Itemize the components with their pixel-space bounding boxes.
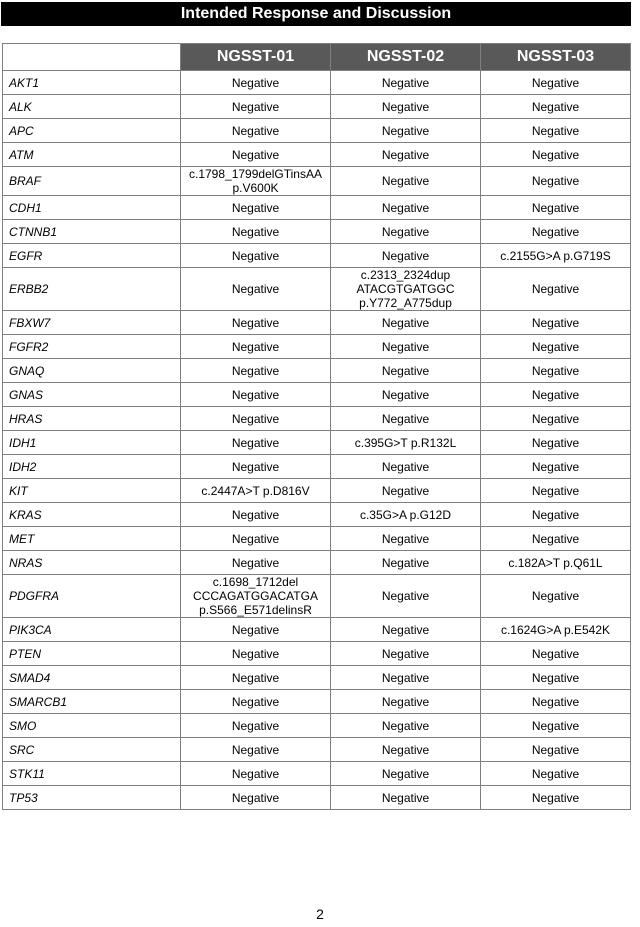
table-row	[3, 527, 631, 551]
result-cell	[181, 71, 331, 95]
result-cell	[481, 503, 631, 527]
column-header: NGSST-03	[481, 44, 631, 71]
result-text: c.395G>T p.R132L	[354, 435, 457, 450]
result-cell	[181, 196, 331, 220]
result-cell	[181, 95, 331, 119]
result-text: Negative	[531, 589, 580, 603]
result-text: Negative	[381, 248, 430, 263]
gene-name-cell: GNAQ	[3, 359, 181, 383]
result-text: p.V600K	[232, 181, 279, 195]
result-text: Negative	[231, 435, 280, 450]
result-text: Negative	[231, 315, 280, 330]
gene-name-cell: NRAS	[3, 551, 181, 575]
gene-name-cell: STK11	[3, 762, 181, 786]
result-cell	[331, 268, 481, 311]
result-text: Negative	[231, 718, 280, 733]
result-cell	[181, 738, 331, 762]
result-text: Negative	[381, 387, 430, 402]
table-row	[3, 95, 631, 119]
result-cell	[331, 666, 481, 690]
gene-name-cell: MET	[3, 527, 181, 551]
result-cell	[181, 503, 331, 527]
result-cell	[331, 383, 481, 407]
result-text: Negative	[531, 411, 580, 426]
result-cell	[331, 642, 481, 666]
table-row	[3, 335, 631, 359]
result-text: p.Y772_A775dup	[359, 296, 452, 310]
result-cell	[331, 551, 481, 575]
result-text: Negative	[381, 483, 430, 498]
result-text: Negative	[231, 694, 280, 709]
result-cell	[331, 196, 481, 220]
table-row	[3, 244, 631, 268]
result-text: Negative	[381, 622, 430, 637]
result-text: Negative	[381, 224, 430, 239]
result-text: Negative	[231, 224, 280, 239]
results-table	[2, 43, 631, 810]
table-row	[3, 479, 631, 503]
result-text: Negative	[381, 766, 430, 781]
result-cell	[481, 95, 631, 119]
result-text: Negative	[231, 646, 280, 661]
result-cell	[331, 71, 481, 95]
result-text: Negative	[531, 790, 580, 805]
result-text: c.2155G>A p.G719S	[500, 248, 611, 263]
result-cell	[331, 95, 481, 119]
result-text: Negative	[381, 200, 430, 215]
result-text: Negative	[231, 147, 280, 162]
result-cell	[181, 642, 331, 666]
result-text: Negative	[531, 718, 580, 733]
result-cell	[331, 503, 481, 527]
result-text: Negative	[231, 123, 280, 138]
gene-name-cell: FGFR2	[3, 335, 181, 359]
result-cell	[331, 119, 481, 143]
result-cell	[331, 738, 481, 762]
result-cell	[481, 268, 631, 311]
gene-name-cell: PIK3CA	[3, 618, 181, 642]
result-text: Negative	[381, 531, 430, 546]
result-text: Negative	[381, 75, 430, 90]
result-cell	[481, 220, 631, 244]
result-cell	[181, 383, 331, 407]
gene-name-cell: PDGFRA	[3, 575, 181, 618]
result-text: Negative	[231, 363, 280, 378]
result-text: p.S566_E571delinsR	[199, 603, 312, 617]
result-cell	[481, 714, 631, 738]
gene-name-cell: IDH1	[3, 431, 181, 455]
gene-name-cell: PTEN	[3, 642, 181, 666]
result-text: c.1624G>A p.E542K	[500, 622, 611, 637]
result-text: Negative	[381, 99, 430, 114]
table-row	[3, 575, 631, 618]
result-text: Negative	[531, 99, 580, 114]
result-text: c.1798_1799delGTinsAA	[189, 167, 322, 181]
table-row	[3, 71, 631, 95]
result-cell	[181, 119, 331, 143]
table-row	[3, 431, 631, 455]
result-text: Negative	[381, 718, 430, 733]
gene-name-cell: SRC	[3, 738, 181, 762]
gene-name-cell: TP53	[3, 786, 181, 810]
result-text: Negative	[231, 248, 280, 263]
gene-name-cell: ATM	[3, 143, 181, 167]
result-text: Negative	[531, 766, 580, 781]
result-text: Negative	[231, 507, 280, 522]
result-cell	[181, 359, 331, 383]
result-cell	[481, 642, 631, 666]
result-text: Negative	[381, 589, 430, 603]
result-cell	[331, 762, 481, 786]
result-cell	[181, 714, 331, 738]
result-text: Negative	[531, 123, 580, 138]
gene-name-cell: GNAS	[3, 383, 181, 407]
result-text: Negative	[381, 670, 430, 685]
table-row	[3, 618, 631, 642]
result-cell	[481, 455, 631, 479]
result-cell	[331, 407, 481, 431]
result-text: Negative	[531, 224, 580, 239]
table-row	[3, 762, 631, 786]
gene-name-cell: BRAF	[3, 167, 181, 196]
result-text: Negative	[231, 459, 280, 474]
result-cell	[181, 220, 331, 244]
result-cell	[481, 666, 631, 690]
result-text: c.35G>A p.G12D	[359, 507, 452, 522]
result-text: Negative	[531, 147, 580, 162]
result-cell	[331, 143, 481, 167]
result-cell	[481, 311, 631, 335]
result-cell	[181, 690, 331, 714]
result-text: Negative	[531, 339, 580, 354]
result-cell	[331, 167, 481, 196]
result-cell	[181, 786, 331, 810]
result-cell	[481, 738, 631, 762]
result-cell	[331, 714, 481, 738]
result-cell	[481, 335, 631, 359]
table-row	[3, 407, 631, 431]
result-text: Negative	[231, 387, 280, 402]
table-row	[3, 359, 631, 383]
result-cell	[331, 479, 481, 503]
result-text: Negative	[531, 694, 580, 709]
result-text: c.2447A>T p.D816V	[201, 483, 310, 498]
result-cell	[481, 71, 631, 95]
result-cell	[481, 575, 631, 618]
result-cell	[331, 359, 481, 383]
result-cell	[181, 618, 331, 642]
result-cell	[481, 167, 631, 196]
result-text: Negative	[231, 555, 280, 570]
result-cell	[181, 244, 331, 268]
header-blank-cell	[3, 44, 181, 71]
result-text: Negative	[531, 282, 580, 296]
table-row	[3, 503, 631, 527]
table-row	[3, 551, 631, 575]
result-text: Negative	[381, 555, 430, 570]
result-text: Negative	[231, 282, 280, 296]
gene-name-cell: CDH1	[3, 196, 181, 220]
column-header: NGSST-02	[331, 44, 481, 71]
result-text: Negative	[531, 742, 580, 757]
table-row	[3, 690, 631, 714]
result-text: CCCAGATGGACATGA	[193, 589, 318, 603]
result-text: Negative	[231, 200, 280, 215]
result-text: Negative	[231, 339, 280, 354]
result-cell	[481, 143, 631, 167]
result-text: Negative	[381, 694, 430, 709]
gene-name-cell: APC	[3, 119, 181, 143]
table-row	[3, 196, 631, 220]
result-text: Negative	[531, 483, 580, 498]
result-cell	[481, 431, 631, 455]
result-text: Negative	[531, 459, 580, 474]
result-text: Negative	[231, 411, 280, 426]
gene-name-cell: HRAS	[3, 407, 181, 431]
result-text: Negative	[231, 742, 280, 757]
gene-name-cell: KIT	[3, 479, 181, 503]
result-text: Negative	[531, 200, 580, 215]
table-row	[3, 167, 631, 196]
result-cell	[481, 618, 631, 642]
result-cell	[481, 479, 631, 503]
result-text: Negative	[531, 646, 580, 661]
table-row	[3, 786, 631, 810]
result-text: Negative	[531, 387, 580, 402]
result-text: c.1698_1712del	[212, 575, 299, 589]
result-cell	[481, 527, 631, 551]
column-header: NGSST-01	[181, 44, 331, 71]
result-cell	[181, 551, 331, 575]
table-row	[3, 220, 631, 244]
result-text: Negative	[231, 622, 280, 637]
result-text: c.2313_2324dup	[360, 268, 451, 282]
result-cell	[481, 196, 631, 220]
table-row	[3, 455, 631, 479]
gene-name-cell: EGFR	[3, 244, 181, 268]
result-text: Negative	[381, 459, 430, 474]
result-cell	[331, 220, 481, 244]
result-cell	[181, 268, 331, 311]
table-row	[3, 383, 631, 407]
result-cell	[481, 359, 631, 383]
table-row	[3, 642, 631, 666]
result-cell	[331, 244, 481, 268]
result-text: Negative	[381, 315, 430, 330]
result-text: ATACGTGATGGC	[356, 282, 455, 296]
gene-name-cell: ALK	[3, 95, 181, 119]
result-text: Negative	[531, 363, 580, 378]
result-cell	[331, 618, 481, 642]
result-text: Negative	[381, 123, 430, 138]
table-row	[3, 714, 631, 738]
gene-name-cell: CTNNB1	[3, 220, 181, 244]
result-text: Negative	[531, 507, 580, 522]
result-cell	[181, 575, 331, 618]
result-text: Negative	[231, 790, 280, 805]
result-text: Negative	[531, 174, 580, 188]
result-cell	[331, 575, 481, 618]
result-text: Negative	[231, 99, 280, 114]
result-cell	[181, 455, 331, 479]
table-row	[3, 311, 631, 335]
result-cell	[181, 407, 331, 431]
result-cell	[331, 786, 481, 810]
result-cell	[181, 311, 331, 335]
result-text: Negative	[531, 75, 580, 90]
page-title-text: Intended Response and Discussion	[180, 5, 452, 22]
gene-name-cell: AKT1	[3, 71, 181, 95]
table-row	[3, 268, 631, 311]
result-cell	[181, 335, 331, 359]
result-text: Negative	[531, 435, 580, 450]
result-cell	[331, 311, 481, 335]
page-number: 2	[316, 906, 324, 922]
result-cell	[481, 407, 631, 431]
result-cell	[181, 527, 331, 551]
table-row	[3, 143, 631, 167]
result-text: Negative	[381, 174, 430, 188]
table-header-row	[3, 44, 631, 71]
gene-name-cell: SMAD4	[3, 666, 181, 690]
result-cell	[331, 431, 481, 455]
result-cell	[331, 455, 481, 479]
gene-name-cell: IDH2	[3, 455, 181, 479]
result-cell	[481, 119, 631, 143]
gene-name-cell: ERBB2	[3, 268, 181, 311]
result-cell	[331, 690, 481, 714]
result-text: Negative	[531, 531, 580, 546]
result-cell	[481, 383, 631, 407]
result-text: Negative	[231, 75, 280, 90]
result-text: Negative	[231, 531, 280, 546]
gene-name-cell: FBXW7	[3, 311, 181, 335]
result-cell	[481, 244, 631, 268]
result-cell	[481, 786, 631, 810]
result-text: Negative	[381, 411, 430, 426]
result-cell	[181, 479, 331, 503]
result-text: Negative	[531, 670, 580, 685]
table-row	[3, 666, 631, 690]
result-cell	[181, 143, 331, 167]
gene-name-cell: KRAS	[3, 503, 181, 527]
result-text: Negative	[381, 339, 430, 354]
gene-name-cell: SMARCB1	[3, 690, 181, 714]
result-text: Negative	[231, 766, 280, 781]
result-cell	[181, 431, 331, 455]
table-row	[3, 119, 631, 143]
gene-name-cell: SMO	[3, 714, 181, 738]
page-title	[1, 2, 631, 26]
result-text: Negative	[381, 363, 430, 378]
result-text: Negative	[531, 315, 580, 330]
result-text: Negative	[381, 147, 430, 162]
result-cell	[481, 690, 631, 714]
result-cell	[331, 335, 481, 359]
result-text: Negative	[381, 646, 430, 661]
result-cell	[181, 167, 331, 196]
result-text: Negative	[381, 790, 430, 805]
result-cell	[481, 551, 631, 575]
result-cell	[481, 762, 631, 786]
result-text: Negative	[231, 670, 280, 685]
result-cell	[331, 527, 481, 551]
result-cell	[181, 762, 331, 786]
result-text: Negative	[381, 742, 430, 757]
table-body	[3, 71, 631, 810]
table-row	[3, 738, 631, 762]
result-text: c.182A>T p.Q61L	[508, 555, 603, 570]
result-cell	[181, 666, 331, 690]
